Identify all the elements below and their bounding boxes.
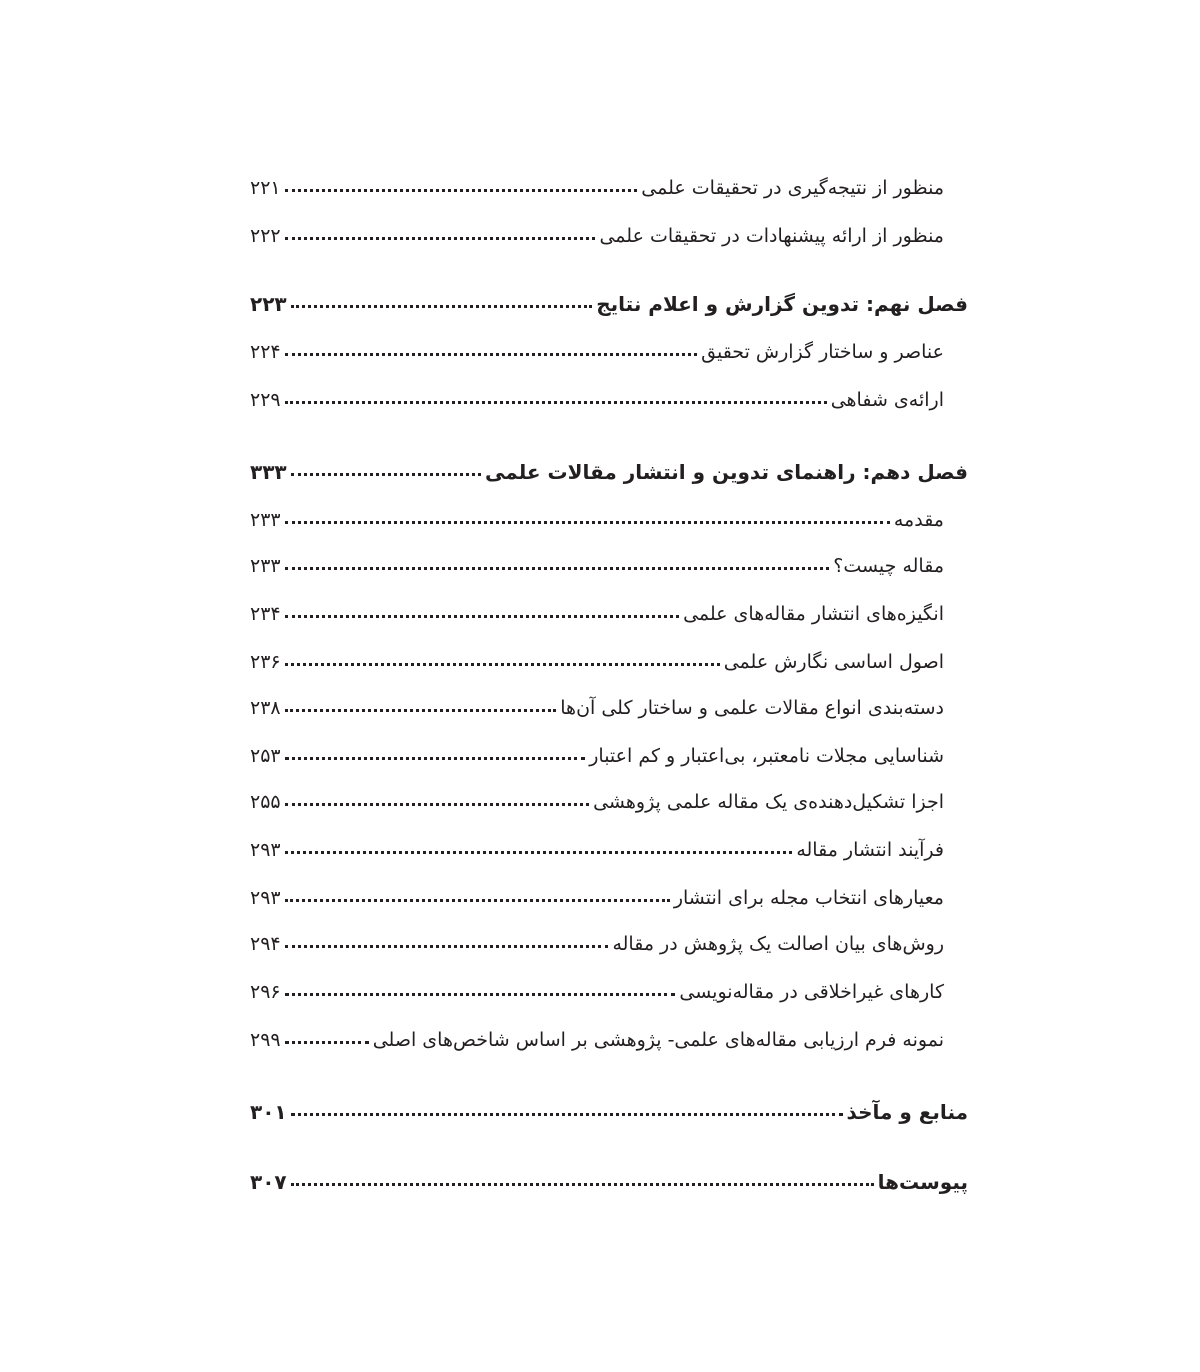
toc-entry-page: ۲۹۹ [250,1029,281,1051]
toc-chapter-title: منابع و مآخذ [846,1100,968,1124]
toc-entry-page: ۲۵۵ [250,791,281,813]
toc-leader-dots [285,401,827,404]
toc-entry-page: ۲۳۳ [250,555,281,577]
toc-entry-title: روش‌های بیان اصالت یک پژوهش در مقاله [612,933,944,955]
toc-entry-page: ۲۲۴ [250,341,281,363]
toc-chapter-page: ۳۰۱ [250,1100,287,1124]
toc-entry-page: ۲۳۸ [250,697,281,719]
toc-entry-title: معیارهای انتخاب مجله برای انتشار [673,887,944,909]
toc-entry-title: نمونه فرم ارزیابی مقاله‌های علمی- پژوهشی بر اساس شاخص‌های اصلی [372,1029,944,1051]
toc-chapter-entry [250,274,968,314]
toc-leader-dots [285,1041,369,1044]
toc-leader-dots [285,945,609,948]
toc-entry [250,206,944,246]
toc-entry-page: ۲۹۳ [250,839,281,861]
toc-entry-title: اصول اساسی نگارش علمی [723,651,944,673]
toc-leader-dots [285,237,596,240]
toc-entry-page: ۲۹۴ [250,933,281,955]
toc-entry [250,632,944,672]
toc-entry [250,678,944,718]
toc-entry [250,726,944,766]
toc-leader-dots [285,663,720,666]
toc-chapter-entry [250,442,968,482]
toc-entry-title: عناصر و ساختار گزارش تحقیق [701,341,944,363]
toc-leader-dots [285,757,586,760]
toc-entry-title: شناسایی مجلات نامعتبر، بی‌اعتبار و کم اعتبار [589,745,944,767]
toc-leader-dots [291,1113,843,1116]
toc-leader-dots [285,709,557,712]
toc-entry-title: مقدمه [893,509,944,531]
toc-entry-title: منظور از نتیجه‌گیری در تحقیقات علمی [641,177,944,199]
toc-leader-dots [291,473,481,476]
toc-entry-title: اجزا تشکیل‌دهنده‌ی یک مقاله علمی پژوهشی [593,791,944,813]
toc-leader-dots [285,521,890,524]
toc-entry [250,322,944,362]
toc-leader-dots [285,567,830,570]
toc-entry-title: ارائه‌ی شفاهی [830,389,944,411]
toc-entry-page: ۲۹۳ [250,887,281,909]
toc-leader-dots [291,1183,874,1186]
toc-entry-title: منظور از ارائه پیشنهادات در تحقیقات علمی [599,225,944,247]
toc-entry [250,370,944,410]
toc-entry-title: فرآیند انتشار مقاله [796,839,944,861]
toc-entry-title: انگیزه‌های انتشار مقاله‌های علمی [683,603,944,625]
toc-entry [250,536,944,576]
toc-entry [250,584,944,624]
toc-entry-page: ۲۳۶ [250,651,281,673]
toc-chapter-title: فصل نهم: تدوین گزارش و اعلام نتایج [596,292,968,316]
toc-entry [250,868,944,908]
toc-chapter-title: فصل دهم: راهنمای تدوین و انتشار مقالات علمی [485,460,968,484]
toc-entry [250,158,944,198]
toc-entry-title: دسته‌بندی انواع مقالات علمی و ساختار کلی آن‌ها [560,697,944,719]
toc-entry [250,1010,944,1050]
toc-leader-dots [285,899,670,902]
toc-entry-page: ۲۳۳ [250,509,281,531]
toc-leader-dots [285,189,638,192]
toc-entry-page: ۲۲۹ [250,389,281,411]
toc-chapter-page: ۲۲۳ [250,292,287,316]
toc-chapter-page: ۳۳۳ [250,460,287,484]
toc-chapter-entry [250,1082,968,1122]
toc-entry [250,772,944,812]
toc-leader-dots [291,305,593,308]
toc-entry-title: مقاله چیست؟ [833,555,944,577]
toc-entry-page: ۲۲۱ [250,177,281,199]
toc-entry-page: ۲۲۲ [250,225,281,247]
toc-entry-page: ۲۹۶ [250,981,281,1003]
toc-entry-page: ۲۳۴ [250,603,281,625]
toc-chapter-entry [250,1152,968,1192]
toc-leader-dots [285,615,679,618]
toc-chapter-page: ۳۰۷ [250,1170,287,1194]
toc-entry [250,914,944,954]
toc-entry [250,962,944,1002]
toc-leader-dots [285,851,793,854]
toc-entry [250,820,944,860]
toc-entry-page: ۲۵۳ [250,745,281,767]
toc-chapter-title: پیوست‌ها [877,1170,968,1194]
toc-leader-dots [285,993,676,996]
toc-entry-title: کارهای غیراخلاقی در مقاله‌نویسی [679,981,944,1003]
toc-leader-dots [285,353,697,356]
toc-entry [250,490,944,530]
toc-leader-dots [285,803,589,806]
